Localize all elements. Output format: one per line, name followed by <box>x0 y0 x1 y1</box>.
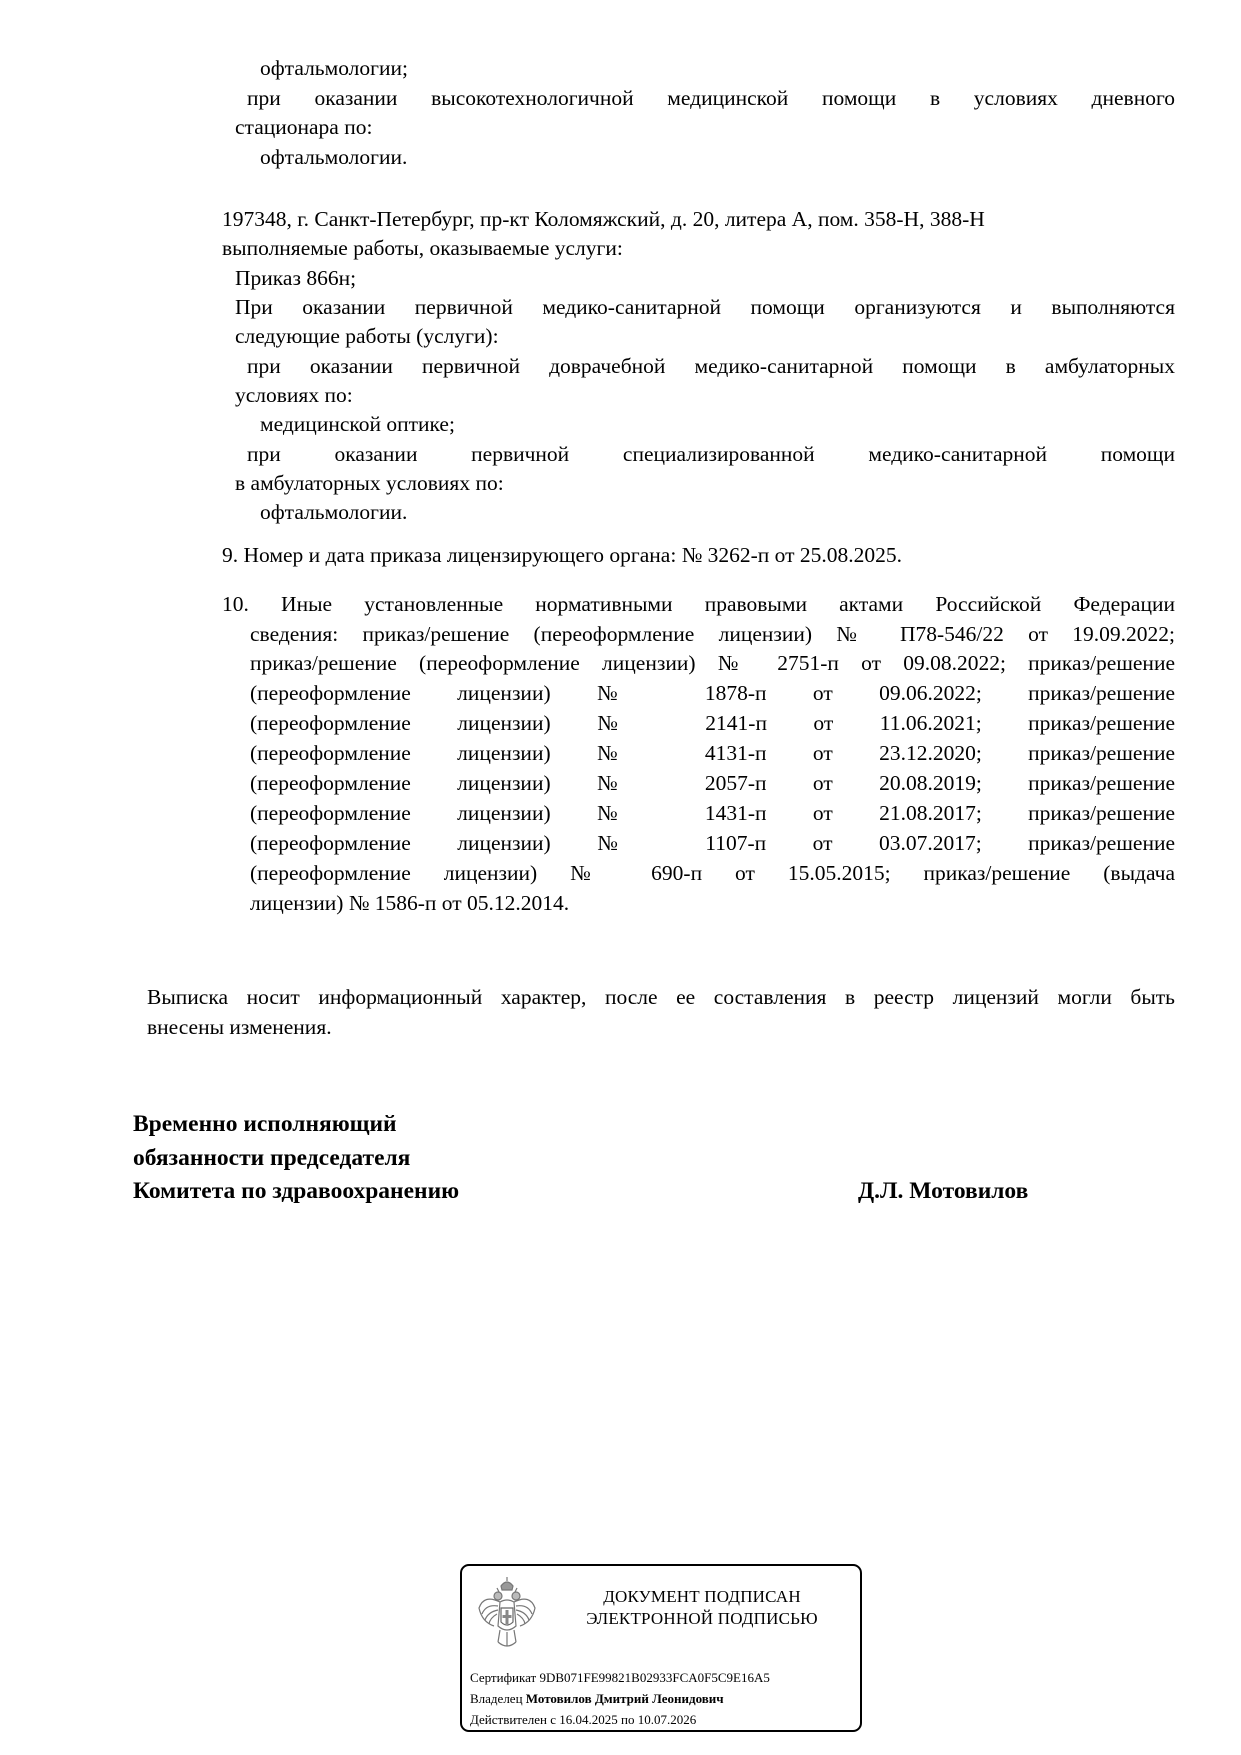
certificate-label: Сертификат <box>470 1670 537 1685</box>
electronic-signature-stamp <box>460 1564 862 1732</box>
disclaimer-line-2: внесены изменения. <box>147 1015 332 1039</box>
primary-care-line-1: При оказании первичной медико-санитарной помощи организуются и выполняются <box>235 295 1175 319</box>
prevrach-care-line-1: при оказании первичной доврачебной медико-санитарной помощи в амбулаторных <box>247 354 1175 378</box>
item-10-line: (переоформление лицензии) № 4131-п от 23.12.2020; приказ/решение <box>250 741 1175 765</box>
item-9-order-number: 9. Номер и дата приказа лицензирующего органа: № 3262-п от 25.08.2025. <box>222 543 902 567</box>
item-10-line: (переоформление лицензии) № 2141-п от 11.06.2021; приказ/решение <box>250 711 1175 735</box>
certificate-value: 9DB071FE99821B02933FCA0F5C9E16A5 <box>539 1670 770 1685</box>
specialized-care-line-2: в амбулаторных условиях по: <box>235 471 504 495</box>
medical-optics: медицинской оптике; <box>260 412 455 436</box>
works-label: выполняемые работы, оказываемые услуги: <box>222 236 623 260</box>
line-ophthalmology-2: офтальмологии. <box>260 145 408 169</box>
specialized-care-line-1: при оказании первичной специализированной медико-санитарной помощи <box>247 442 1175 466</box>
item-10-line: (переоформление лицензии) № 1878-п от 09.06.2022; приказ/решение <box>250 681 1175 705</box>
coat-of-arms-icon <box>476 1574 538 1654</box>
address-line: 197348, г. Санкт-Петербург, пр-кт Коломяжский, д. 20, литера А, пом. 358-Н, 388-Н <box>222 207 985 231</box>
item-10-line: (переоформление лицензии) № 690-п от 15.05.2015; приказ/решение (выдача <box>250 861 1175 885</box>
item-10-line: (переоформление лицензии) № 2057-п от 20.08.2019; приказ/решение <box>250 771 1175 795</box>
signatory-position-line-3: Комитета по здравоохранению <box>133 1178 460 1204</box>
signatory-name: Д.Л. Мотовилов <box>858 1178 1029 1204</box>
item-10-line: (переоформление лицензии) № 1431-п от 21.08.2017; приказ/решение <box>250 801 1175 825</box>
prevrach-care-line-2: условиях по: <box>235 383 353 407</box>
line-ophthalmology-3: офтальмологии. <box>260 500 408 524</box>
line-ophthalmology-1: офтальмологии; <box>260 56 408 80</box>
disclaimer-line-1: Выписка носит информационный характер, после ее составления в реестр лицензий могли быть <box>147 985 1175 1009</box>
stamp-title-line-1: ДОКУМЕНТ ПОДПИСАН <box>603 1587 801 1606</box>
signatory-position-line-1: Временно исполняющий <box>133 1111 397 1137</box>
owner-label: Владелец <box>470 1691 523 1706</box>
primary-care-line-2: следующие работы (услуги): <box>235 324 499 348</box>
line-day-hospital: стационара по: <box>235 115 373 139</box>
item-10-line: приказ/решение (переоформление лицензии) № 2751-п от 09.08.2022; приказ/решение <box>250 651 1175 675</box>
owner-row <box>470 1690 724 1707</box>
item-10-line: (переоформление лицензии) № 1107-п от 03.07.2017; приказ/решение <box>250 831 1175 855</box>
item-10-line: лицензии) № 1586-п от 05.12.2014. <box>250 891 570 915</box>
line-hightech-care: при оказании высокотехнологичной медицинской помощи в условиях дневного <box>247 86 1175 110</box>
item-10-line: 10. Иные установленные нормативными правовыми актами Российской Федерации <box>222 592 1175 616</box>
validity-period: Действителен с 16.04.2025 по 10.07.2026 <box>470 1712 697 1727</box>
stamp-title-line-2: ЭЛЕКТРОННОЙ ПОДПИСЬЮ <box>586 1609 818 1628</box>
order-866n: Приказ 866н; <box>235 266 357 290</box>
item-10-line: сведения: приказ/решение (переоформление лицензии) № П78-546/22 от 19.09.2022; <box>250 622 1175 646</box>
owner-value: Мотовилов Дмитрий Леонидович <box>525 1691 724 1706</box>
certificate-row <box>470 1669 770 1686</box>
signatory-position-line-2: обязанности председателя <box>133 1145 411 1171</box>
